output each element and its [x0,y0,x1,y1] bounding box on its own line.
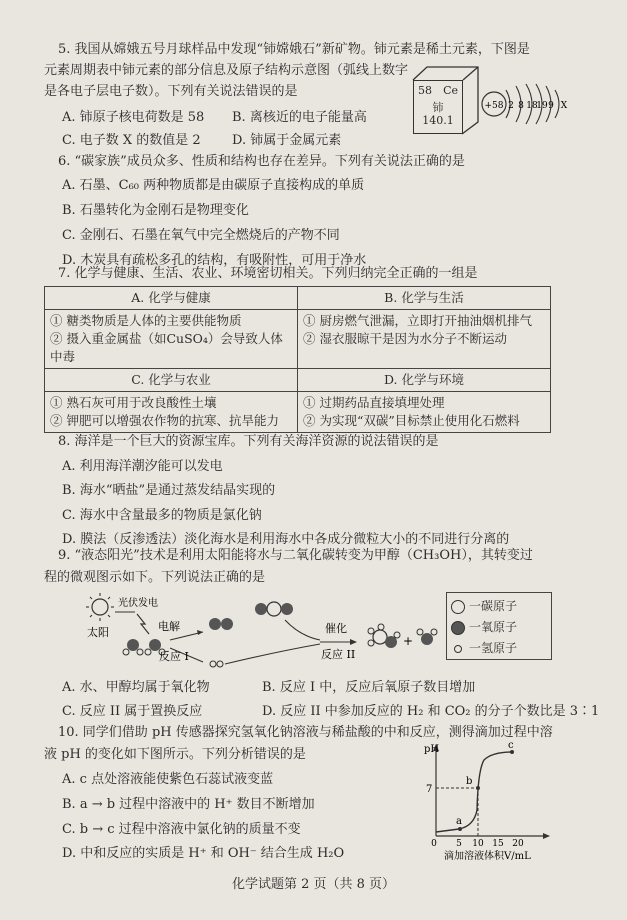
catalysis-label: 催化 [325,622,347,635]
q9-option-a: A. 水、甲醇均属于氧化物 [62,680,210,695]
graph-x-label: 滴加溶液体积V/mL [444,851,531,862]
reaction-1-label: 反应 I [159,650,189,663]
xtick-20: 20 [512,839,524,849]
q5-line3: 是各电子层电子数）。下列有关说法错误的是 [44,84,298,99]
q6-option-b: B. 石墨转化为金刚石是物理变化 [62,203,249,218]
legend-hydrogen-label: 一氢原子 [469,641,518,655]
table-d-item-1: ① 过期药品直接填埋处理 [303,395,445,410]
legend-hydrogen [451,639,517,656]
nucleus-charge: +58 [484,101,504,111]
q9-line1: 9. “液态阳光”技术是利用太阳能将水与二氧化碳转变为甲醇（CH₃OH），其转变过 [58,548,533,563]
q6-option-a: A. 石墨、C₆₀ 两种物质都是由碳原子直接构成的单质 [62,178,365,193]
reaction-2-label: 反应 II [321,648,356,661]
point-a-label: a [456,816,462,827]
element-box-3d-edges [410,64,482,136]
q5-line2: 元素周期表中铈元素的部分信息及原子结构示意图（弧线上数字 [44,63,409,78]
ph-curve [436,752,512,832]
q9-option-b: B. 反应 I 中，反应后氧原子数目增加 [262,680,476,695]
electricity-icon [137,614,149,634]
table-cell-d [298,392,551,433]
q8-option-b: B. 海水“晒盐”是通过蒸发结晶实现的 [62,483,276,498]
point-b-label: b [466,776,473,787]
table-a-item-1: ① 糖类物质是人体的主要供能物质 [50,313,242,328]
table-a-item-2: ② 摄入重金属盐（如CuSO₄）会导致人体中毒 [50,331,283,364]
table-head-b: B. 化学与生活 [298,287,551,310]
table-c-item-2: ② 钾肥可以增强农作物的抗寒、抗旱能力 [50,413,279,428]
plus-sign: + [403,634,414,648]
q8-stem: 8. 海洋是一个巨大的资源宝库。下列有关海洋资源的说法错误的是 [58,434,439,449]
q10-line1: 10. 同学们借助 pH 传感器探究氢氧化钠溶液与稀盐酸的中和反应，测得滴加过程中溶 [58,725,553,740]
legend-oxygen-label: 一氧原子 [469,620,518,634]
q8-option-a: A. 利用海洋潮汐能可以发电 [62,459,223,474]
legend-carbon [451,597,517,614]
table-cell-b [298,310,551,369]
page-footer: 化学试题第 2 页（共 8 页） [231,877,396,892]
table-b-item-2: ② 湿衣服晾干是因为水分子不断运动 [303,331,507,346]
sun-label: 太阳 [87,626,109,639]
element-name: 铈 [432,101,444,114]
q9-option-d: D. 反应 II 中参加反应的 H₂ 和 CO₂ 的分子个数比是 3∶1 [262,704,600,719]
legend-carbon-label: 一碳原子 [469,599,518,613]
q10-option-b: B. a → b 过程中溶液中的 H⁺ 数目不断增加 [62,797,315,812]
q6-option-d: D. 木炭具有疏松多孔的结构，有吸附性，可用于净水 [62,253,367,268]
carbon-dioxide-molecule [255,602,293,616]
q8-option-d: D. 膜法（反渗透法）淡化海水是利用海水中各成分微粒大小的不同进行分离的 [62,532,510,547]
reaction-diagram [75,590,445,670]
q5-option-a: A. 铈原子核电荷数是 58 [62,110,205,125]
q6-option-c: C. 金刚石、石墨在氧气中完全燃烧后的产物不同 [62,228,340,243]
pv-label: 光伏发电 [118,598,158,609]
graph-y-label: pH [424,744,440,755]
sun-icon [86,593,114,621]
electrolysis-label: 电解 [158,620,180,633]
q5-option-c: C. 电子数 X 的数值是 2 [62,133,201,148]
shell-4-count: 19 [536,101,548,111]
xtick-15: 15 [492,839,504,849]
q5-option-d: D. 铈属于金属元素 [232,133,342,148]
atom-legend [446,592,552,660]
table-cell-a [45,310,298,369]
legend-oxygen [451,618,517,635]
table-head-a: A. 化学与健康 [45,287,298,310]
table-cell-c [45,392,298,433]
atomic-number: 58 [418,84,432,97]
hydrogen-molecule [210,661,223,667]
q6-stem: 6. “碳家族”成员众多、性质和结构也存在差异。下列有关说法正确的是 [58,154,465,169]
ph-graph [404,740,554,862]
atom-structure-diagram [478,80,570,128]
xtick-5: 5 [456,839,462,849]
table-c-item-1: ① 熟石灰可用于改良酸性土壤 [50,395,217,410]
shell-2-count: 8 [518,101,524,111]
point-a [458,827,462,831]
shell-3-count: 18 [526,101,538,111]
q8-option-c: C. 海水中含量最多的物质是氯化钠 [62,508,262,523]
table-head-c: C. 化学与农业 [45,369,298,392]
q7-summary-table [44,286,551,433]
table-b-item-1: ① 厨房燃气泄漏，立即打开抽油烟机排气 [303,313,532,328]
carbon-atom-icon [451,600,465,614]
q9-line2: 程的微观图示如下。下列说法正确的是 [44,570,266,585]
methanol-molecule [368,624,400,648]
water-product-molecule [417,629,437,645]
point-c-label: c [508,740,514,751]
graph-ytick-7: 7 [426,784,433,795]
table-d-item-2: ② 为实现“双碳”目标禁止使用化石燃料 [303,413,520,428]
xtick-10: 10 [472,839,484,849]
q5-option-b: B. 离核近的电子能量高 [232,110,367,125]
q7-stem: 7. 化学与健康、生活、农业、环境密切相关。下列归纳完全正确的一组是 [58,266,478,281]
shell-6-count: X [560,101,568,111]
element-symbol: Ce [443,84,458,97]
q10-option-d: D. 中和反应的实质是 H⁺ 和 OH⁻ 结合生成 H₂O [62,846,345,861]
shell-1-count: 2 [508,101,514,111]
hydrogen-atom-icon [454,645,462,653]
q10-option-a: A. c 点处溶液能使紫色石蕊试液变蓝 [62,772,274,787]
point-b [476,786,480,790]
oxygen-molecule [209,618,233,630]
atomic-mass: 140.1 [422,114,454,127]
q9-option-c: C. 反应 II 属于置换反应 [62,704,203,719]
q10-line2: 液 pH 的变化如下图所示。下列分析错误的是 [44,747,306,762]
xtick-0: 0 [431,839,437,849]
q5-line1: 5. 我国从嫦娥五号月球样品中发现“铈嫦娥石”新矿物。铈元素是稀土元素，下图是 [58,42,530,57]
oxygen-atom-icon [451,621,465,635]
q10-option-c: C. b → c 过程中溶液中氯化钠的质量不变 [62,822,301,837]
shell-5-count: 9 [548,101,554,111]
table-head-d: D. 化学与环境 [298,369,551,392]
